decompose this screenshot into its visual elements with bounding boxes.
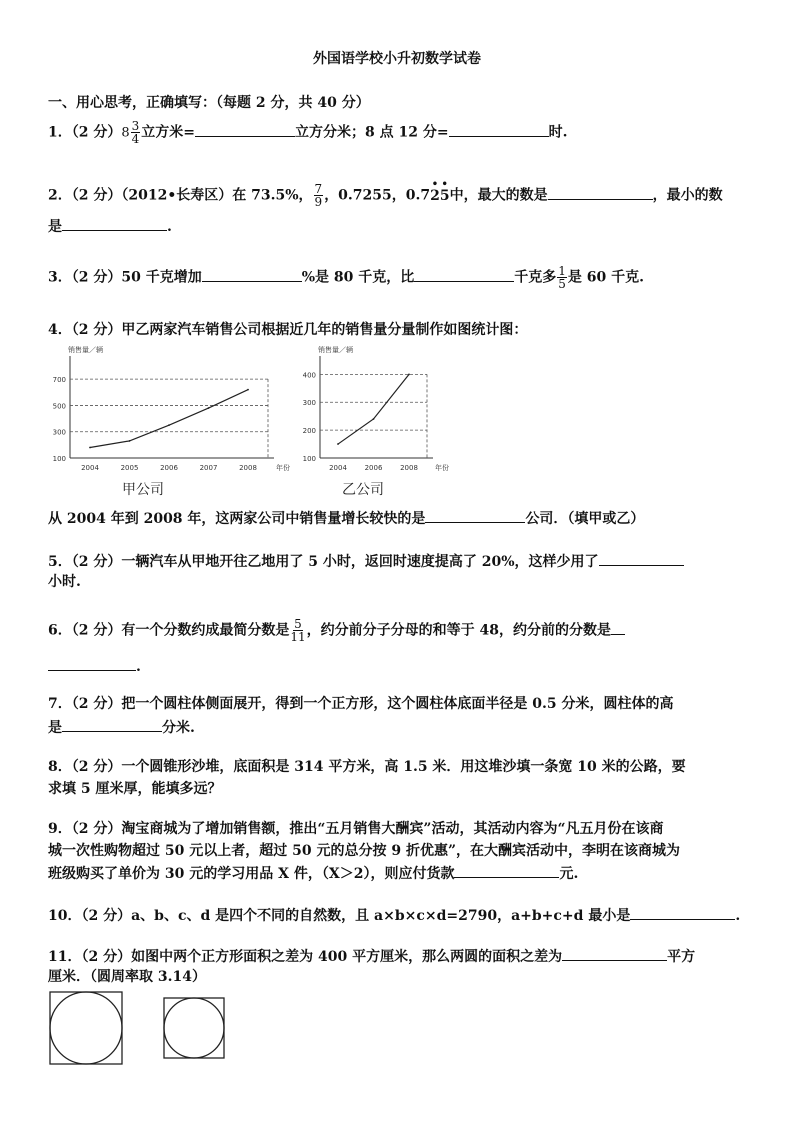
y-tick-label: 700 (52, 376, 66, 385)
x-tick-label: 2006 (364, 464, 383, 472)
q3-frac-num: 1 (558, 264, 566, 278)
y-tick-label: 100 (52, 455, 66, 463)
question-8-line-2: 求填 5 厘米厚，能填多远？ (48, 781, 222, 797)
q2-text-4: 是 (48, 219, 62, 235)
q6-prefix: 6．（2 分）有一个分数约成最简分数是 (48, 622, 290, 639)
y-axis-label: 销售量／辆 (318, 346, 353, 354)
q1-fraction (131, 120, 141, 145)
data-point (373, 418, 375, 420)
q6-frac-den: 11 (290, 630, 306, 644)
data-point (168, 424, 170, 426)
q1-mixed-int: 8 (121, 125, 130, 141)
q4-blank[interactable] (425, 508, 525, 523)
y-tick-label: 500 (52, 402, 66, 411)
q10-text-1: 10．（2 分）a、b、c、d 是四个不同的自然数，且 a×b×c×d=2790，a+b+c+d 最小是 (48, 908, 631, 924)
q3-text-2: 千克多 (514, 269, 557, 286)
q2-frac-den: 9 (314, 195, 323, 209)
q7-text-1: 是 (48, 720, 62, 736)
q6-blank[interactable] (48, 656, 136, 671)
q3-blank-1[interactable] (202, 267, 302, 282)
q1-blank-2[interactable] (449, 122, 549, 137)
x-axis-label: 年份 (435, 464, 449, 472)
question-11 (48, 946, 695, 966)
x-tick-label: 2004 (81, 464, 99, 472)
q6-blank-start[interactable] (611, 620, 625, 635)
x-tick-label: 2005 (120, 464, 139, 472)
x-tick-label: 2004 (329, 464, 347, 472)
q1-blank-1[interactable] (195, 122, 295, 137)
q2-blank-1[interactable] (548, 185, 653, 200)
data-point (208, 407, 210, 409)
q7-text-2: 分米. (162, 720, 195, 736)
q3-frac-den: 5 (558, 277, 566, 291)
q6-fraction (290, 618, 305, 643)
q2-text-1: ，0.7255，0.7 (324, 187, 431, 204)
question-4-line-2 (48, 508, 644, 528)
question-9: 9．（2 分）淘宝商城为了增加销售额，推出“五月销售大酬宾”活动，其活动内容为“凡五月份在该商 (48, 821, 664, 837)
q4-text-2: 公司．（填甲或乙） (525, 511, 645, 527)
q3-blank-2[interactable] (414, 267, 514, 282)
q1-text-2: 立方分米；8 点 12 分= (295, 124, 449, 141)
q9-text-1: 班级购买了单价为 30 元的学习用品 X 件，（X＞2），则应付货款 (48, 866, 455, 882)
x-tick-label: 2006 (160, 464, 178, 472)
q1-text-3: 时. (548, 124, 568, 141)
q1-frac-num: 3 (131, 119, 140, 133)
x-tick-label: 2008 (239, 464, 257, 472)
data-point (247, 389, 249, 391)
x-tick-label: 2007 (199, 464, 218, 472)
question-5-line-2: 小时. (48, 574, 81, 590)
question-7: 7．（2 分）把一个圆柱体侧面展开，得到一个正方形，这个圆柱体底面半径是 0.5 分米，圆柱体的高 (48, 696, 674, 712)
q9-text-2: 元. (559, 866, 579, 882)
q3-fraction (557, 265, 567, 290)
q3-prefix: 3．（2 分）50 千克增加 (48, 269, 202, 286)
section-heading: 一、用心思考，正确填写：（每题 2 分，共 40 分） (48, 95, 370, 111)
question-5 (48, 551, 684, 571)
question-3 (48, 265, 644, 290)
q2-blank-2[interactable] (62, 216, 167, 231)
q3-text-3: 是 60 千克. (567, 269, 645, 286)
data-point (129, 440, 131, 442)
squares-circles-figure (48, 990, 238, 1066)
data-point (408, 373, 410, 375)
question-1 (48, 120, 567, 145)
question-9-line-2: 城一次性购物超过 50 元以上者，超过 50 元的总分按 9 折优惠”，在大酬宾活动中，李明在该商城为 (48, 843, 681, 859)
q6-frac-num: 5 (294, 617, 302, 631)
q6-text-1: ，约分前分子分母的和等于 48，约分前的分数是 (306, 622, 611, 639)
q2-repeat-digit-1: • 2 (430, 178, 440, 204)
question-8: 8．（2 分）一个圆锥形沙堆，底面积是 314 平方米，高 1.5 米．用这堆沙填一条宽 10 米的公路，要 (48, 759, 686, 775)
question-6 (48, 618, 625, 643)
q11-text-2: 平方 (667, 949, 696, 965)
q2-text-2: 中，最大的数是 (449, 187, 548, 204)
question-4: 4．（2 分）甲乙两家汽车销售公司根据近几年的销售量分量制作如图统计图： (48, 322, 528, 338)
q3-text-1: %是 80 千克，比 (301, 269, 415, 286)
data-point (337, 443, 339, 445)
series-line (338, 374, 409, 444)
y-tick-label: 400 (302, 371, 316, 380)
q2-frac-num: 7 (314, 182, 323, 196)
y-axis-label: 销售量／辆 (68, 346, 103, 354)
q4-text-1: 从 2004 年到 2008 年，这两家公司中销售量增长较快的是 (48, 511, 426, 527)
question-11-line-2: 厘米．（圆周率取 3.14） (48, 969, 206, 985)
q11-text-1: 11．（2 分）如图中两个正方形面积之差为 400 平方厘米，那么两圆的面积之差为 (48, 949, 563, 965)
q1-text-1: 立方米= (141, 124, 196, 141)
q2-text-5: . (167, 219, 172, 235)
q2-prefix: 2．（2 分）（2012•长寿区）在 73.5%， (48, 187, 313, 204)
question-2 (48, 178, 723, 209)
q1-frac-den: 4 (131, 132, 140, 146)
q2-text-3: ，最小的数 (652, 187, 723, 204)
q2-repeat-digit-2: • 5 (439, 178, 450, 204)
chart-jia (48, 342, 288, 502)
question-9-line-3 (48, 863, 578, 883)
q2-fraction (314, 183, 324, 208)
q10-text-2: . (735, 908, 741, 924)
question-10 (48, 905, 740, 925)
x-axis-label: 年份 (276, 464, 290, 472)
page-title: 外国语学校小升初数学试卷 (313, 51, 481, 67)
y-tick-label: 200 (302, 427, 316, 436)
x-tick-label: 2008 (400, 464, 418, 472)
q1-prefix: 1．（2 分） (48, 124, 122, 141)
chart-yi (295, 342, 465, 502)
chart-title: 甲公司 (122, 482, 164, 498)
series-line (90, 390, 248, 448)
question-2-line-2 (48, 216, 172, 236)
chart-title: 乙公司 (342, 482, 384, 498)
question-6-line-2 (48, 656, 141, 676)
small-circle (164, 998, 224, 1058)
large-circle (50, 992, 122, 1064)
q9-blank[interactable] (454, 863, 559, 878)
question-7-line-2 (48, 717, 195, 737)
q5-blank[interactable] (599, 551, 684, 566)
q7-blank[interactable] (62, 717, 162, 732)
y-tick-label: 300 (302, 399, 316, 408)
data-point (89, 447, 91, 449)
y-tick-label: 100 (302, 455, 316, 463)
q5-text-1: 5．（2 分）一辆汽车从甲地开往乙地用了 5 小时，返回时速度提高了 20%，这样少用了 (48, 554, 599, 570)
q10-blank[interactable] (630, 905, 735, 920)
q11-blank[interactable] (562, 946, 667, 961)
y-tick-label: 300 (52, 428, 66, 437)
q6-text-2: . (136, 659, 141, 675)
